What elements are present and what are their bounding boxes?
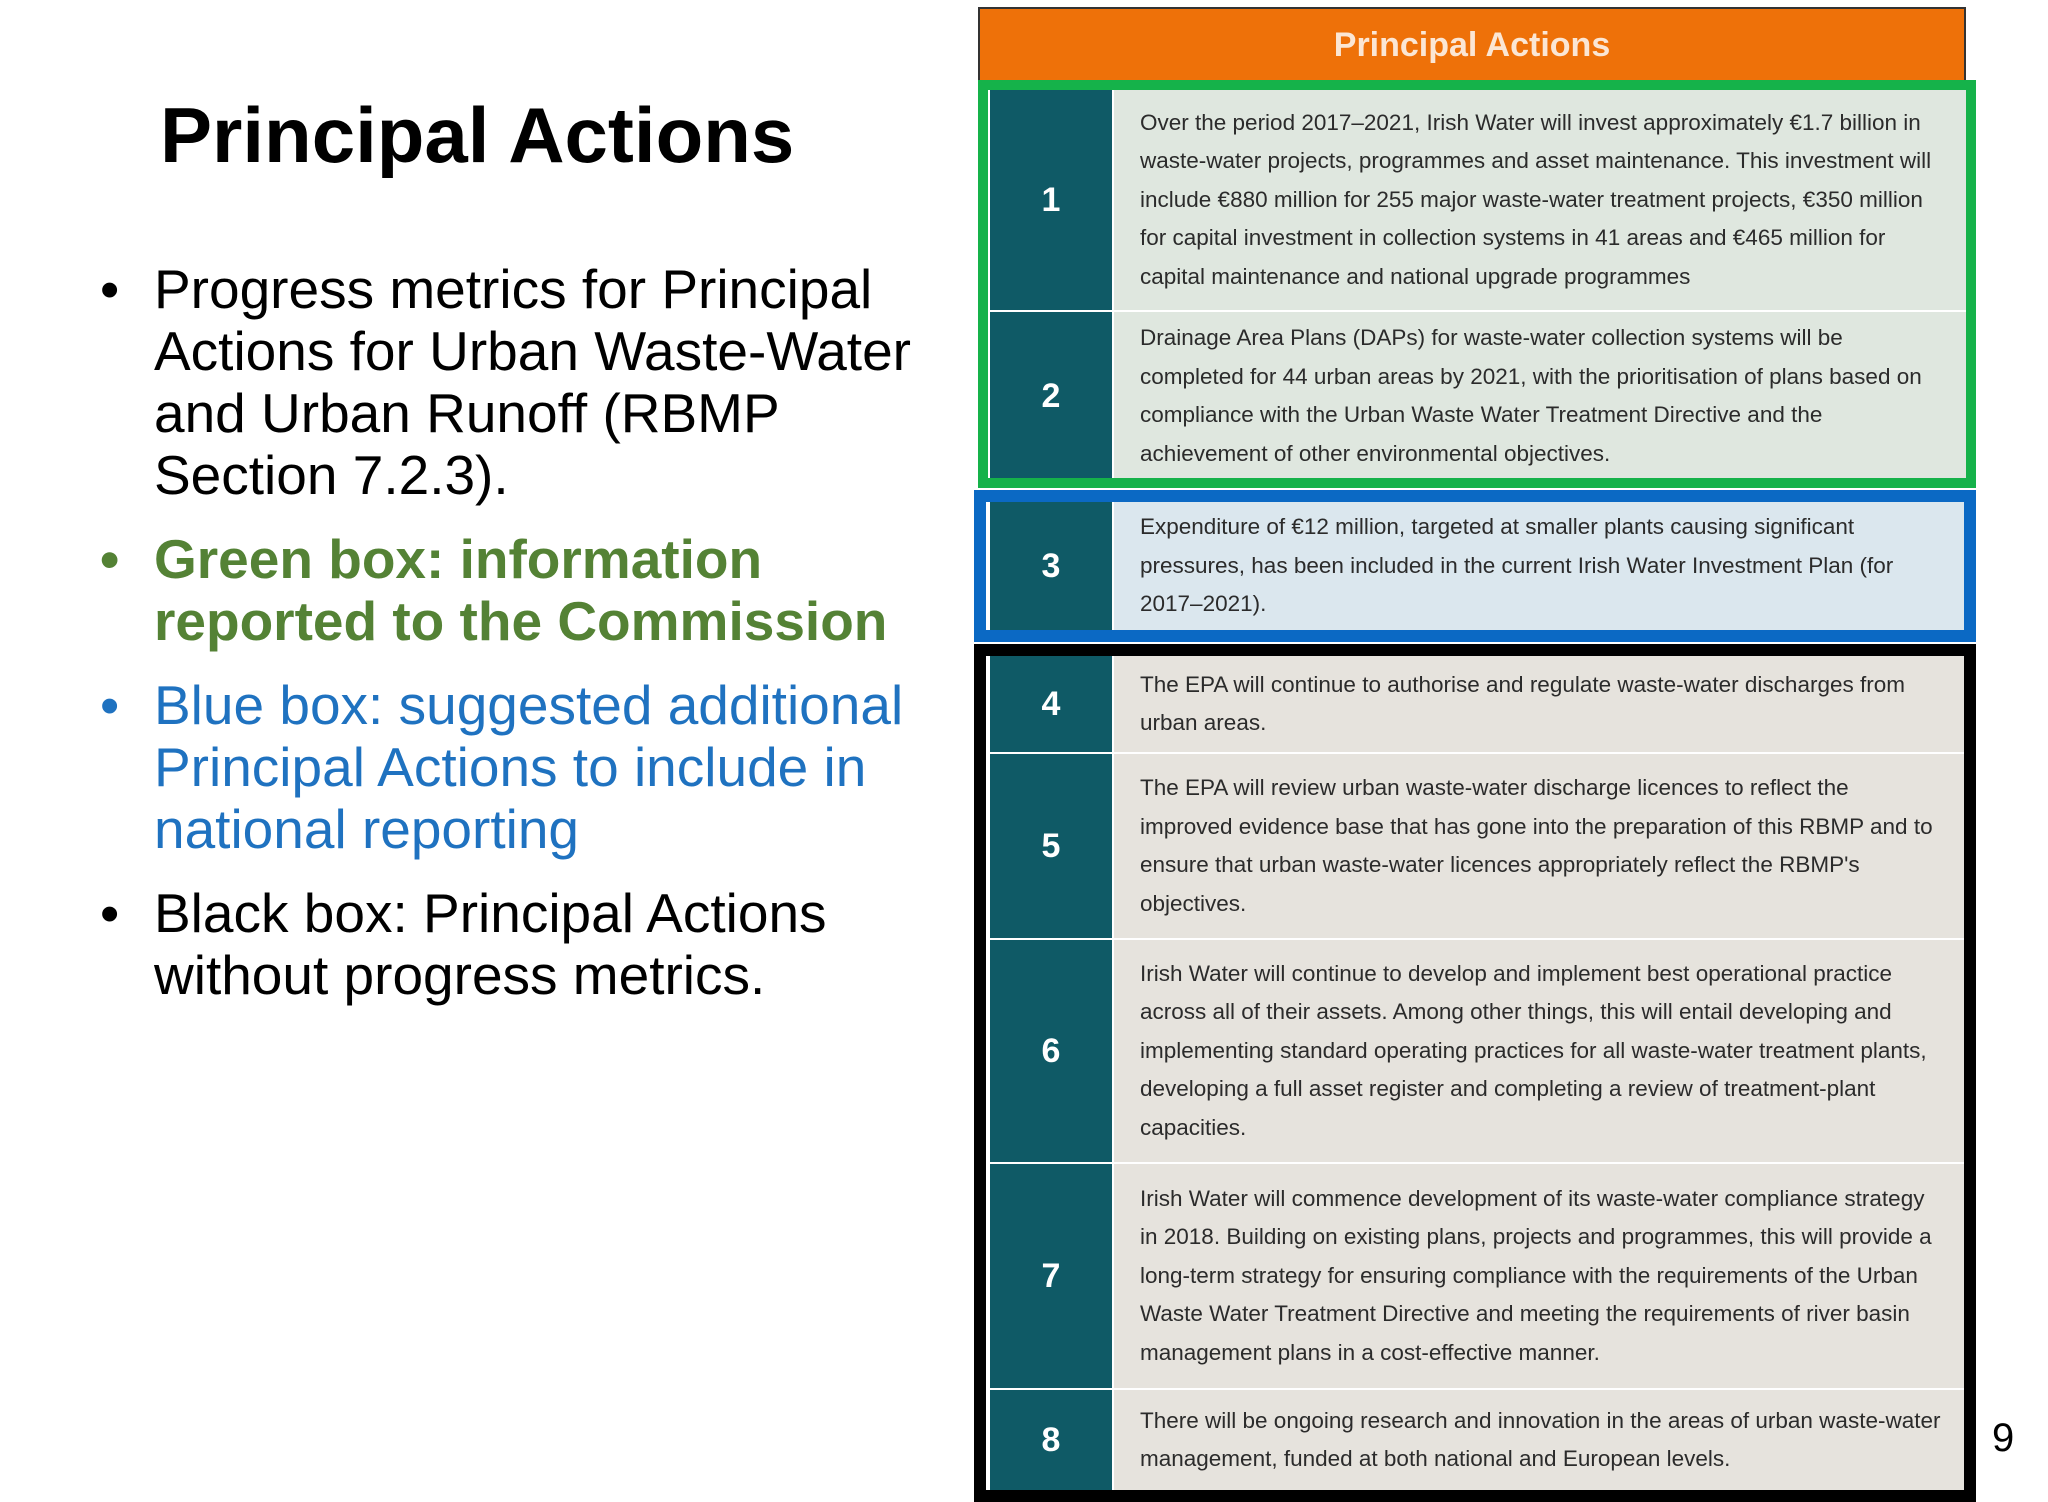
- bullet-dot-icon: •: [100, 258, 120, 320]
- green-highlight-box: [978, 80, 1976, 488]
- row-text: There will be ongoing research and innovation in the areas of urban waste-water management, funded at both national and European levels.: [1112, 1390, 1966, 1490]
- row-text: The EPA will review urban waste-water discharge licences to reflect the improved evidence base that has gone into the preparation of this RBMP and to ensure that urban waste-water licences appropriately reflect the RBMP's objectives.: [1112, 754, 1966, 938]
- bullet-dot-icon: •: [100, 528, 120, 590]
- bullet-green-box: [100, 528, 920, 652]
- row-text: Drainage Area Plans (DAPs) for waste-water collection systems will be completed for 44 urban areas by 2021, with the prioritisation of plans based on compliance with the Urban Waste Water Treatment Directive and the achievement of other environmental objectives.: [1112, 312, 1966, 480]
- bullet-text: Blue box: suggested additional Principal Actions to include in national reporting: [154, 674, 904, 860]
- row-text: Irish Water will continue to develop and implement best operational practice across all of their assets. Among other things, this will entail developing and implementing standard operating practices for all waste-water treatment plants, developing a full asset register and completing a review of treatment-plant capacities.: [1112, 940, 1966, 1162]
- black-highlight-box: [974, 644, 1976, 1502]
- bullet-text: Green box: information reported to the Commission: [154, 528, 888, 652]
- row-number: 7: [990, 1164, 1112, 1388]
- slide-title: Principal Actions: [160, 91, 795, 179]
- page-number: 9: [1992, 1416, 2015, 1460]
- bullet-text: Progress metrics for Principal Actions for Urban Waste-Water and Urban Runoff (RBMP Section 7.2.3).: [154, 258, 911, 506]
- row-number: 3: [990, 502, 1112, 630]
- bullet-list: [100, 258, 920, 1028]
- row-text: The EPA will continue to authorise and regulate waste-water discharges from urban areas.: [1112, 656, 1966, 752]
- row-text: Over the period 2017–2021, Irish Water will invest approximately €1.7 billion in waste-water projects, programmes and asset maintenance. This investment will include €880 million for 255 major waste-water treatment projects, €350 million for capital investment in collection systems in 41 areas and €465 million for capital maintenance and national upgrade programmes: [1112, 90, 1966, 310]
- table-header: Principal Actions: [978, 7, 1966, 84]
- row-number: 5: [990, 754, 1112, 938]
- row-text: Irish Water will commence development of its waste-water compliance strategy in 2018. Building on existing plans, projects and programmes, this will provide a long-term strategy for ensuring compliance with the requirements of the Urban Waste Water Treatment Directive and meeting the requirements of river basin management plans in a cost-effective manner.: [1112, 1164, 1966, 1388]
- bullet-dot-icon: •: [100, 674, 120, 736]
- bullet-progress-metrics: [100, 258, 920, 506]
- row-number: 6: [990, 940, 1112, 1162]
- bullet-blue-box: [100, 674, 920, 860]
- row-number: 8: [990, 1390, 1112, 1490]
- row-number: 4: [990, 656, 1112, 752]
- bullet-black-box: [100, 882, 920, 1006]
- bullet-dot-icon: •: [100, 882, 120, 944]
- row-text: Expenditure of €12 million, targeted at smaller plants causing significant pressures, has been included in the current Irish Water Investment Plan (for 2017–2021).: [1112, 502, 1966, 630]
- row-number: 1: [990, 90, 1112, 310]
- blue-highlight-box: [974, 490, 1976, 642]
- row-number: 2: [990, 312, 1112, 480]
- bullet-text: Black box: Principal Actions without progress metrics.: [154, 882, 827, 1006]
